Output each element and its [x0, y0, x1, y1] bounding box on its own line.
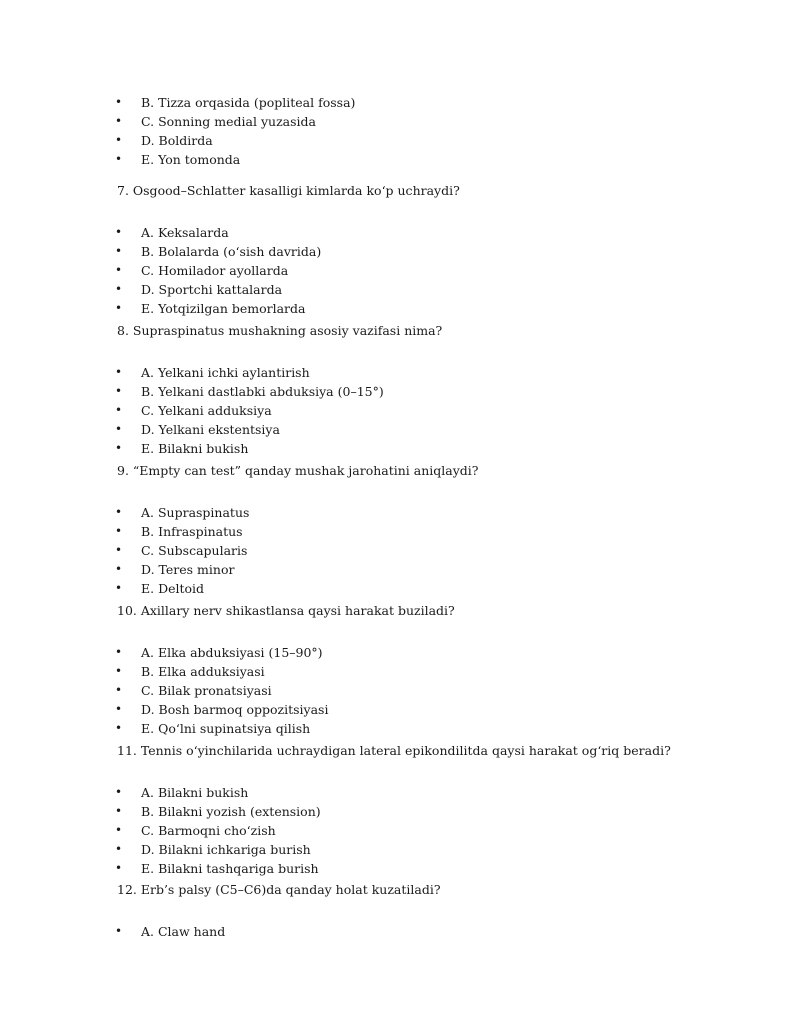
- question-text: 8. Supraspinatus mushakning asosiy vazifasi nima?: [117, 323, 443, 338]
- question-10: [0, 601, 800, 738]
- bullet-icon: •: [115, 924, 123, 938]
- bullet-icon: •: [115, 263, 123, 277]
- question-text: 9. “Empty can test” qanday mushak jarohatini aniqlaydi?: [117, 463, 479, 478]
- option-list: [0, 783, 800, 878]
- list-item: [0, 922, 800, 941]
- list-item: [0, 503, 800, 522]
- option-text: D. Bilakni ichkariga burish: [141, 842, 311, 857]
- option-list: [0, 643, 800, 738]
- list-item: [0, 643, 800, 662]
- bullet-icon: •: [115, 422, 123, 436]
- bullet-icon: •: [115, 721, 123, 735]
- bullet-icon: •: [115, 225, 123, 239]
- option-text: C. Subscapularis: [141, 543, 248, 558]
- option-text: B. Elka adduksiyasi: [141, 664, 265, 679]
- bullet-icon: •: [115, 133, 123, 147]
- option-text: E. Qo‘lni supinatsiya qilish: [141, 721, 311, 736]
- list-item: [0, 840, 800, 859]
- list-item: [0, 541, 800, 560]
- option-text: A. Supraspinatus: [141, 505, 250, 520]
- bullet-icon: •: [115, 114, 123, 128]
- option-text: A. Claw hand: [141, 924, 226, 939]
- list-item: [0, 719, 800, 738]
- option-text: A. Keksalarda: [141, 225, 229, 240]
- bullet-icon: •: [115, 282, 123, 296]
- bullet-icon: •: [115, 505, 123, 519]
- bullet-icon: •: [115, 95, 123, 109]
- option-list: [0, 503, 800, 598]
- question-9: [0, 461, 800, 598]
- list-item: [0, 131, 800, 150]
- option-text: B. Yelkani dastlabki abduksiya (0–15°): [141, 384, 384, 399]
- option-list: [0, 922, 800, 941]
- bullet-icon: •: [115, 702, 123, 716]
- list-item: [0, 93, 800, 112]
- bullet-icon: •: [115, 581, 123, 595]
- option-text: D. Yelkani ekstentsiya: [141, 422, 280, 437]
- bullet-icon: •: [115, 244, 123, 258]
- list-item: [0, 579, 800, 598]
- list-item: [0, 420, 800, 439]
- bullet-icon: •: [115, 543, 123, 557]
- option-text: C. Sonning medial yuzasida: [141, 114, 316, 129]
- bullet-icon: •: [115, 562, 123, 576]
- list-item: [0, 681, 800, 700]
- list-item: [0, 299, 800, 318]
- list-item: [0, 242, 800, 261]
- bullet-icon: •: [115, 664, 123, 678]
- list-item: [0, 700, 800, 719]
- bullet-icon: •: [115, 785, 123, 799]
- option-list: [0, 363, 800, 458]
- list-item: [0, 382, 800, 401]
- option-text: D. Teres minor: [141, 562, 235, 577]
- option-text: C. Homilador ayollarda: [141, 263, 289, 278]
- option-text: E. Deltoid: [141, 581, 205, 596]
- question-12: [0, 880, 800, 941]
- list-item: [0, 802, 800, 821]
- option-text: D. Sportchi kattalarda: [141, 282, 283, 297]
- list-item: [0, 223, 800, 242]
- bullet-icon: •: [115, 804, 123, 818]
- list-item: [0, 821, 800, 840]
- list-item: [0, 363, 800, 382]
- bullet-icon: •: [115, 524, 123, 538]
- list-item: [0, 783, 800, 802]
- question-text: 12. Erb’s palsy (C5–C6)da qanday holat kuzatiladi?: [117, 882, 441, 897]
- bullet-icon: •: [115, 645, 123, 659]
- option-text: D. Bosh barmoq oppozitsiyasi: [141, 702, 329, 717]
- question-text: 7. Osgood–Schlatter kasalligi kimlarda ko‘p uchraydi?: [117, 183, 460, 198]
- option-text: E. Bilakni bukish: [141, 441, 249, 456]
- option-list: [0, 223, 800, 318]
- option-text: C. Barmoqni cho‘zish: [141, 823, 276, 838]
- list-item: [0, 560, 800, 579]
- option-text: B. Bolalarda (o‘sish davrida): [141, 244, 322, 259]
- list-item: [0, 261, 800, 280]
- option-list: [0, 93, 800, 169]
- list-item: [0, 280, 800, 299]
- bullet-icon: •: [115, 683, 123, 697]
- bullet-icon: •: [115, 384, 123, 398]
- list-item: [0, 150, 800, 169]
- question-text: 10. Axillary nerv shikastlansa qaysi harakat buziladi?: [117, 603, 455, 618]
- option-text: A. Elka abduksiyasi (15–90°): [141, 645, 323, 660]
- question-7: [0, 181, 800, 318]
- bullet-icon: •: [115, 152, 123, 166]
- option-text: E. Bilakni tashqariga burish: [141, 861, 319, 876]
- list-item: [0, 859, 800, 878]
- option-text: B. Bilakni yozish (extension): [141, 804, 321, 819]
- option-text: E. Yon tomonda: [141, 152, 241, 167]
- option-text: D. Boldirda: [141, 133, 213, 148]
- list-item: [0, 439, 800, 458]
- list-item: [0, 112, 800, 131]
- option-text: A. Yelkani ichki aylantirish: [141, 365, 310, 380]
- option-text: C. Yelkani adduksiya: [141, 403, 272, 418]
- question-11: [0, 741, 800, 878]
- bullet-icon: •: [115, 861, 123, 875]
- list-item: [0, 662, 800, 681]
- option-text: E. Yotqizilgan bemorlarda: [141, 301, 306, 316]
- option-text: B. Infraspinatus: [141, 524, 243, 539]
- option-text: C. Bilak pronatsiyasi: [141, 683, 272, 698]
- bullet-icon: •: [115, 301, 123, 315]
- bullet-icon: •: [115, 441, 123, 455]
- question-6-continuation: [0, 93, 800, 169]
- question-8: [0, 321, 800, 458]
- bullet-icon: •: [115, 403, 123, 417]
- option-text: A. Bilakni bukish: [141, 785, 249, 800]
- list-item: [0, 522, 800, 541]
- question-text: 11. Tennis o‘yinchilarida uchraydigan lateral epikondilitda qaysi harakat og‘riq beradi?: [117, 743, 671, 758]
- bullet-icon: •: [115, 842, 123, 856]
- bullet-icon: •: [115, 823, 123, 837]
- list-item: [0, 401, 800, 420]
- option-text: B. Tizza orqasida (popliteal fossa): [141, 95, 356, 110]
- bullet-icon: •: [115, 365, 123, 379]
